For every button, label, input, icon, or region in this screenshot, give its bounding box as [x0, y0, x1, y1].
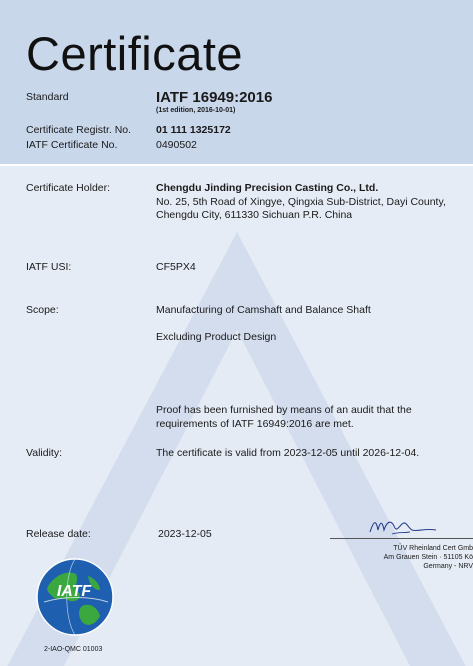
signer-line1: TÜV Rheinland Cert Gmb [393, 545, 473, 552]
usi-value: CF5PX4 [156, 261, 196, 273]
registration-label: Certificate Registr. No. [26, 124, 132, 136]
validity-label: Validity: [26, 447, 62, 459]
scope-label: Scope: [26, 304, 59, 316]
proof-line2: requirements of IATF 16949:2016 are met. [156, 418, 354, 430]
iatf-certificate-value: 0490502 [156, 139, 197, 151]
iatf-globe-logo-icon [34, 556, 116, 638]
header-divider [0, 164, 473, 166]
signature-icon [368, 514, 438, 540]
standard-value: IATF 16949:2016 [156, 89, 273, 106]
usi-label: IATF USI: [26, 261, 72, 273]
signer-line3: Germany - NRV [423, 563, 473, 570]
release-value: 2023-12-05 [158, 528, 212, 540]
page-title: Certificate [26, 27, 244, 80]
iatf-logo [34, 556, 116, 638]
holder-name: Chengdu Jinding Precision Casting Co., Ltd. [156, 182, 379, 194]
scope-value: Manufacturing of Camshaft and Balance Shaft [156, 304, 371, 316]
release-label: Release date: [26, 528, 91, 540]
standard-label: Standard [26, 91, 69, 103]
standard-edition: (1st edition, 2016-10-01) [156, 107, 236, 114]
logo-text: IATF [56, 583, 92, 600]
proof-line1: Proof has been furnished by means of an audit that the [156, 404, 412, 416]
iatf-certificate-label: IATF Certificate No. [26, 139, 118, 151]
signer-line2: Am Grauen Stein · 51105 Kö [383, 554, 473, 561]
holder-address-line1: No. 25, 5th Road of Xingye, Qingxia Sub-District, Dayi County, [156, 196, 446, 208]
scope-exclusion: Excluding Product Design [156, 331, 277, 343]
validity-value: The certificate is valid from 2023-12-05 until 2026-12-04. [156, 447, 420, 459]
signature-line [330, 538, 473, 539]
registration-value: 01 111 1325172 [156, 124, 231, 136]
holder-label: Certificate Holder: [26, 182, 111, 194]
footer-code: 2-IAO-QMC 01003 [44, 646, 103, 653]
holder-address-line2: Chengdu City, 611330 Sichuan P.R. China [156, 209, 353, 221]
